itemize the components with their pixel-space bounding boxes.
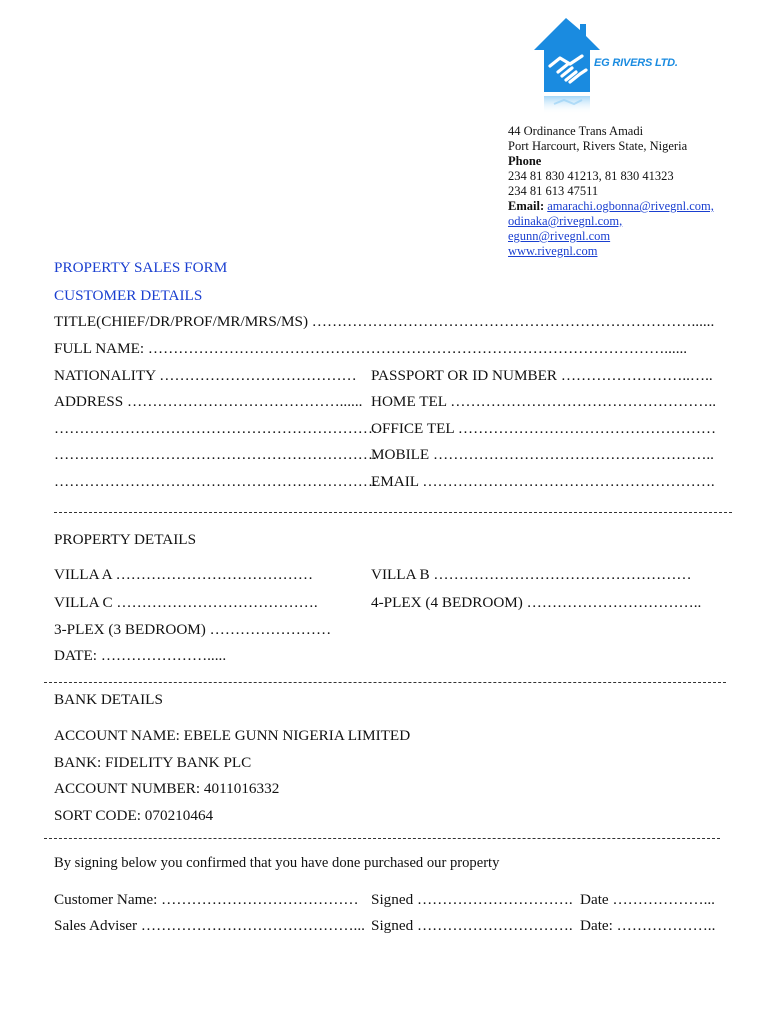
- address-line-2: Port Harcourt, Rivers State, Nigeria: [508, 139, 688, 153]
- title-field: TITLE(CHIEF/DR/PROF/MR/MRS/MS) …………………………………………………………………......: [54, 313, 715, 330]
- villa-a-field: VILLA A …………………………………: [54, 566, 314, 583]
- villa-c-field: VILLA C ………………………………….: [54, 594, 318, 611]
- address-line-blank-3: ……………………………………………………….: [54, 473, 377, 490]
- passport-field: PASSPORT OR ID NUMBER ……………………..…..: [371, 367, 713, 384]
- address-line-1: 44 Ordinance Trans Amadi: [508, 124, 644, 138]
- email-link-3[interactable]: egunn@rivegnl.com: [508, 229, 611, 243]
- email-label: Email:: [508, 199, 545, 213]
- phone-label: Phone: [508, 154, 542, 168]
- email-line-1: [508, 199, 714, 214]
- divider-3: [44, 838, 720, 839]
- address-line-blank-1: ……………………………………………………….: [54, 420, 377, 437]
- divider-2: [44, 682, 726, 683]
- sales-adviser-field: Sales Adviser ……………………………………...: [54, 917, 365, 934]
- villa-b-field: VILLA B ……………………………………………: [371, 566, 692, 583]
- logo-text: EG RIVERS LTD.: [594, 57, 678, 69]
- full-name-field: FULL NAME: …………………………………………………………………………………………......: [54, 340, 688, 357]
- account-name: ACCOUNT NAME: EBELE GUNN NIGERIA LIMITED: [54, 727, 411, 744]
- sort-code: SORT CODE: 070210464: [54, 807, 214, 824]
- website-link[interactable]: www.rivegnl.com: [508, 244, 598, 258]
- address-field: ADDRESS ……………………………………......: [54, 393, 363, 410]
- account-number: ACCOUNT NUMBER: 4011016332: [54, 780, 280, 797]
- customer-date-field: Date ………………...: [580, 891, 715, 908]
- email-field: EMAIL ………………………………………………….: [371, 473, 715, 490]
- three-plex-field: 3-PLEX (3 BEDROOM) ……………………: [54, 621, 332, 638]
- customer-signed-field: Signed ………………………….: [371, 891, 573, 908]
- property-details-heading: PROPERTY DETAILS: [54, 531, 197, 548]
- home-tel-field: HOME TEL ……………………………………………..: [371, 393, 717, 410]
- customer-details-heading: CUSTOMER DETAILS: [54, 287, 203, 304]
- phone-line-1: 234 81 830 41213, 81 830 41323: [508, 169, 674, 183]
- bank-details-heading: BANK DETAILS: [54, 691, 163, 708]
- divider-1: [54, 512, 732, 513]
- date-field: DATE: ………………….....: [54, 647, 227, 664]
- address-line-blank-2: ……………………………………………………….: [54, 446, 377, 463]
- nationality-field: NATIONALITY …………………………………: [54, 367, 357, 384]
- phone-line-2: 234 81 613 47511: [508, 184, 599, 198]
- office-tel-field: OFFICE TEL ……………………………………………: [371, 420, 717, 437]
- signing-statement: By signing below you confirmed that you have done purchased our property: [54, 855, 500, 871]
- email-link-2[interactable]: odinaka@rivegnl.com,: [508, 214, 623, 228]
- email-link-1[interactable]: amarachi.ogbonna@rivegnl.com,: [547, 199, 714, 213]
- adviser-signed-field: Signed ………………………….: [371, 917, 573, 934]
- company-address: [508, 124, 714, 259]
- form-title: PROPERTY SALES FORM: [54, 259, 228, 276]
- mobile-field: MOBILE ………………………………………………..: [371, 446, 714, 463]
- customer-name-field: Customer Name: …………………………………: [54, 891, 359, 908]
- adviser-date-field: Date: ………………..: [580, 917, 716, 934]
- four-plex-field: 4-PLEX (4 BEDROOM) ……………………………..: [371, 594, 702, 611]
- bank-name: BANK: FIDELITY BANK PLC: [54, 754, 252, 771]
